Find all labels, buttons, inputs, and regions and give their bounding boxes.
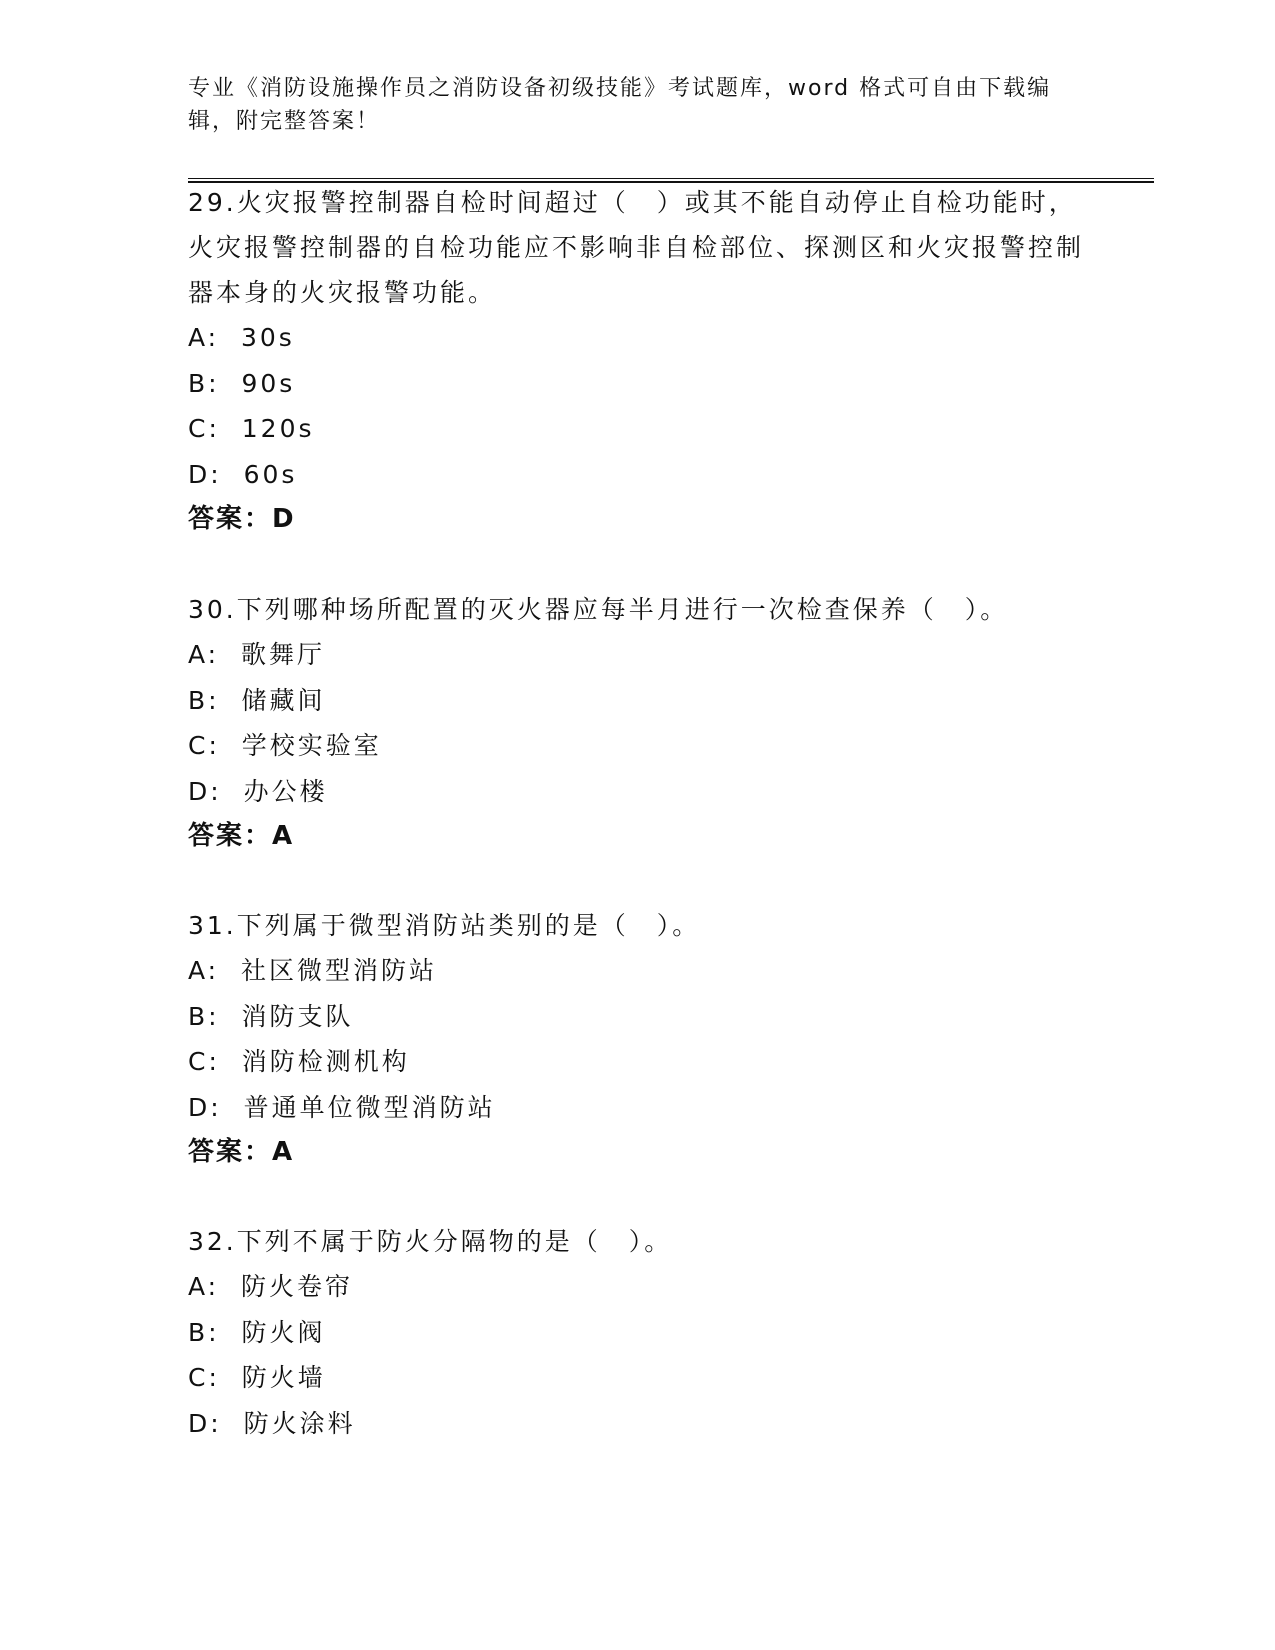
option-c: C: 消防检测机构 [188, 1047, 410, 1076]
option-d: D: 防火涂料 [188, 1408, 356, 1438]
document-header: 专业《消防设施操作员之消防设备初级技能》考试题库，word 格式可自由下载编辑，附完整答案！ [188, 76, 1052, 134]
question-32 [188, 1219, 1088, 1446]
answer-text: 答案：A [188, 821, 295, 851]
option-b: B: 储藏间 [188, 685, 326, 715]
option-a: A: 30s [188, 323, 295, 352]
question-stem: 29.火灾报警控制器自检时间超过（ ）或其不能自动停止自检功能时，火灾报警控制器的自检功能应不影响非自检部位、探测区和火灾报警控制器本身的火灾报警功能。 [188, 188, 1085, 307]
option-b: B: 防火阀 [188, 1317, 326, 1347]
option-b: B: 消防支队 [188, 1001, 354, 1031]
option-d: D: 60s [188, 459, 298, 489]
option-a: A: 防火卷帘 [188, 1272, 353, 1301]
answer-text: 答案：A [188, 1137, 295, 1167]
option-a: A: 歌舞厅 [188, 640, 325, 669]
question-stem: 32.下列不属于防火分隔物的是（ ）。 [188, 1227, 673, 1256]
answer-text: 答案：D [188, 504, 296, 534]
question-29 [188, 180, 1088, 542]
option-c: C: 学校实验室 [188, 731, 382, 760]
question-30 [188, 587, 1088, 859]
option-d: D: 办公楼 [188, 776, 328, 806]
option-c: C: 防火墙 [188, 1363, 326, 1392]
question-stem: 31.下列属于微型消防站类别的是（ ）。 [188, 911, 701, 940]
question-stem: 30.下列哪种场所配置的灭火器应每半月进行一次检查保养（ ）。 [188, 595, 1009, 624]
option-c: C: 120s [188, 414, 315, 443]
option-b: B: 90s [188, 368, 296, 398]
question-31 [188, 903, 1088, 1175]
option-d: D: 普通单位微型消防站 [188, 1092, 496, 1122]
option-a: A: 社区微型消防站 [188, 956, 437, 985]
